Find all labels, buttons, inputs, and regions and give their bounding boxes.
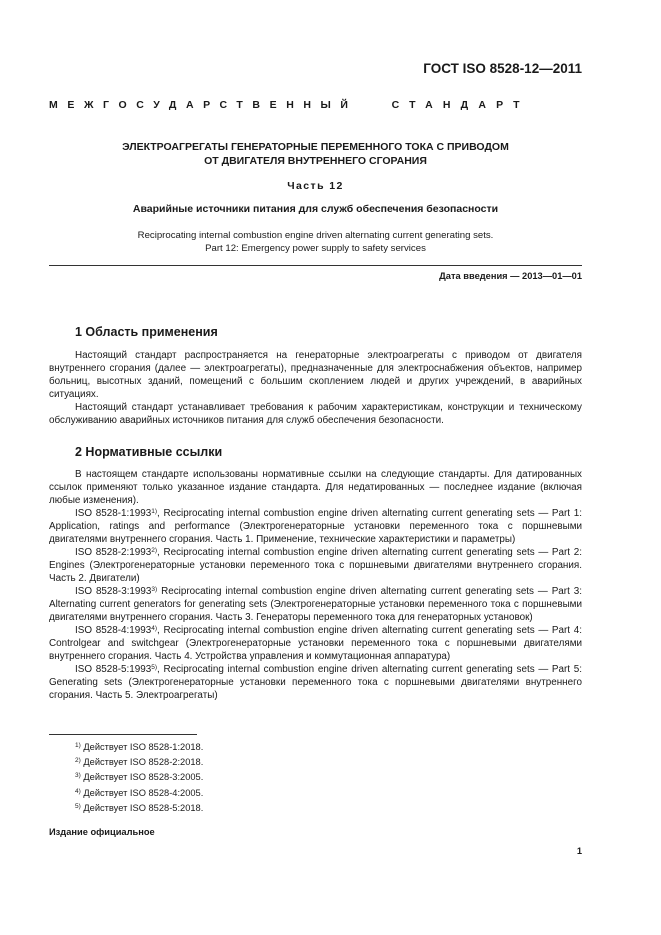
section-2-heading: 2 Нормативные ссылки (75, 445, 223, 459)
footnote-divider (49, 734, 197, 735)
reference-item (49, 585, 582, 624)
title-line-1: ЭЛЕКТРОАГРЕГАТЫ ГЕНЕРАТОРНЫЕ ПЕРЕМЕННОГО ТОКА С ПРИВОДОМ (122, 141, 509, 153)
footnote-marker[interactable]: 4) (151, 625, 157, 632)
section-1-paragraph-1: Настоящий стандарт распространяется на генераторные электроагрегаты с приводом от двигателя внутреннего сгорания (далее — электроагрегаты), предназначенные для электроснабжения объектов, например больниц, высотных зданий, помещений с большим скоплением людей и других учреждений, в аварийных ситуациях. (49, 350, 582, 400)
reference-text: Reciprocating internal combustion engine driven alternating current generating sets — Part 3: Alternating current generators for generating sets (Электрогенераторные установки переменного тока с поршневыми двигателями внутреннего сгорания. Часть 3. Генераторы переменного тока для генераторных установок) (49, 586, 582, 623)
reference-code: ISO 8528-1:1993 (75, 508, 152, 519)
english-title-line-2: Part 12: Emergency power supply to safety services (205, 243, 426, 254)
english-title (49, 229, 582, 255)
section-2-body (49, 468, 582, 702)
footnote-mark: 4) (75, 787, 81, 795)
reference-text: , Reciprocating internal combustion engine driven alternating current generating sets — Part 1: Application, ratings and performance (Электрогенераторные установки переменного тока с поршневыми двигателями внутреннего сгорания. Часть 1. Применение, технические характеристики и параметры) (49, 508, 582, 545)
document-title (49, 140, 582, 168)
part-label: Часть 12 (287, 180, 344, 192)
introduction-date: Дата введения — 2013—01—01 (439, 271, 582, 281)
section-1-paragraph-2: Настоящий стандарт устанавливает требования к рабочим характеристикам, конструкции и техническому обслуживанию аварийных источников питания для служб обеспечения безопасности. (49, 402, 582, 426)
standard-designation: ГОСТ ISO 8528-12—2011 (423, 61, 582, 76)
standard-type (49, 99, 582, 111)
section-1-body (49, 349, 582, 427)
reference-text: , Reciprocating internal combustion engine driven alternating current generating sets — Part 2: Engines (Электрогенераторные установки переменного тока с поршневыми двигателями внутреннего сгорания. Часть 2. Двигатели) (49, 547, 582, 584)
footnote-item (75, 801, 203, 816)
header-divider (49, 265, 582, 266)
part-subtitle: Аварийные источники питания для служб обеспечения безопасности (132, 203, 499, 215)
section-1-heading: 1 Область применения (75, 325, 218, 339)
reference-item (49, 507, 582, 546)
reference-code: ISO 8528-5:1993 (75, 664, 152, 675)
footnote-item (75, 755, 203, 770)
english-title-line-1: Reciprocating internal combustion engine driven alternating current generating sets. (137, 230, 494, 241)
footnote-text: Действует ISO 8528-3:2005. (80, 772, 204, 783)
footnote-mark: 2) (75, 757, 81, 765)
reference-code: ISO 8528-4:1993 (75, 625, 152, 636)
footnote-marker[interactable]: 3) (151, 586, 158, 593)
title-line-2: ОТ ДВИГАТЕЛЯ ВНУТРЕННЕГО СГОРАНИЯ (204, 155, 427, 167)
reference-code: ISO 8528-3:1993 (75, 586, 152, 597)
reference-text: , Reciprocating internal combustion engine driven alternating current generating sets — Part 5: Generating sets (Электрогенераторные установки переменного тока с поршневыми двигателями внутреннего сгорания. Часть 5. Электроагрегаты) (49, 664, 582, 701)
footnote-text: Действует ISO 8528-4:2005. (80, 787, 204, 798)
section-2-intro: В настоящем стандарте использованы нормативные ссылки на следующие стандарты. Для датированных ссылок применяют только указанное издание стандарта. Для недатированных — последнее издание (включая любые изменения). (49, 469, 582, 506)
footnote-item (75, 770, 203, 785)
standard-type-word1: МЕЖГОСУДАРСТВЕННЫЙ (49, 99, 358, 111)
footnote-marker[interactable]: 2) (151, 547, 157, 554)
reference-item (49, 624, 582, 663)
footnote-mark: 1) (75, 742, 81, 749)
footnote-mark: 5) (75, 802, 81, 810)
footnote-marker[interactable]: 1) (151, 508, 157, 515)
footnote-mark: 3) (75, 772, 81, 780)
footnote-text: Действует ISO 8528-2:2018. (80, 757, 204, 768)
edition-note: Издание официальное (49, 827, 155, 837)
footnote-text: Действует ISO 8528-1:2018. (80, 742, 204, 752)
footnote-item (75, 786, 203, 801)
page-number: 1 (576, 846, 582, 856)
reference-text: , Reciprocating internal combustion engine driven alternating current generating sets — Part 4: Controlgear and switchgear (Электрогенераторные установки переменного тока с поршневыми двигателями внутреннего сгорания. Часть 4. Устройства управления и коммутационная аппаратура) (49, 625, 582, 662)
standard-type-word2: СТАНДАРТ (391, 99, 530, 111)
reference-item (49, 546, 582, 585)
reference-code: ISO 8528-2:1993 (75, 547, 152, 558)
footnotes (75, 740, 203, 816)
footnote-marker[interactable]: 5) (151, 664, 157, 671)
footnote-item (75, 740, 203, 755)
reference-item (49, 663, 582, 702)
footnote-text: Действует ISO 8528-5:2018. (80, 802, 204, 813)
